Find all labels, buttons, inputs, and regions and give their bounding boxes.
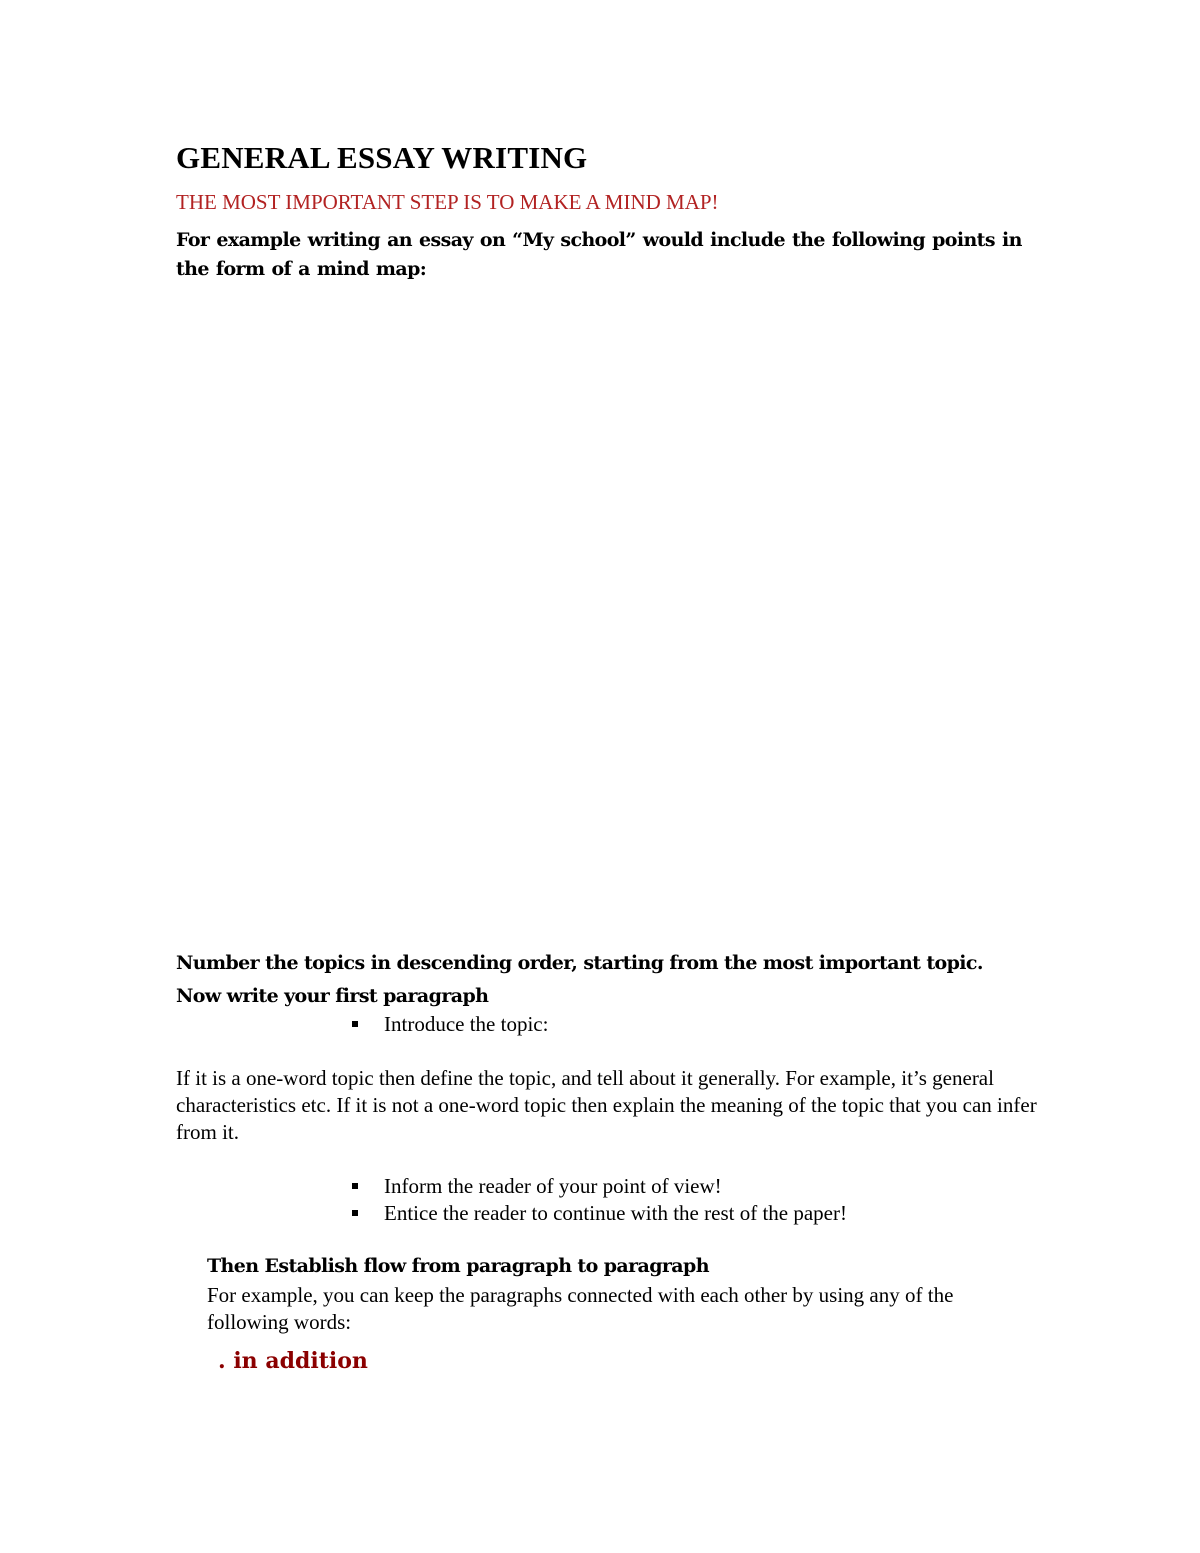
bullet-item-introduce [352,1012,548,1037]
intro-paragraph: For example writing an essay on “My school” would include the following points in the form of a mind map: [176,229,1022,280]
bullet-item-inform [352,1174,722,1199]
document-title: GENERAL ESSAY WRITING [176,140,588,175]
mind-map-subtitle: THE MOST IMPORTANT STEP IS TO MAKE A MIND MAP! [176,190,719,214]
flow-heading: Then Establish flow from paragraph to paragraph [207,1255,709,1277]
flow-paragraph: For example, you can keep the paragraphs connected with each other by using any of the following words: [207,1283,954,1334]
connector-word: . in addition [218,1348,368,1374]
mind-map-placeholder [176,300,1046,940]
bullet-item-label: Introduce the topic: [384,1012,549,1036]
bullet-square-icon [352,1183,358,1189]
bullet-square-icon [352,1210,358,1216]
first-paragraph-heading: Now write your first paragraph [176,985,489,1007]
bullet-item-label: Inform the reader of your point of view! [384,1174,722,1198]
bullet-item-label: Entice the reader to continue with the rest of the paper! [384,1201,847,1225]
bullet-square-icon [352,1021,358,1027]
bullet-item-entice [352,1201,847,1226]
one-word-topic-paragraph: If it is a one-word topic then define the topic, and tell about it generally. For example, it’s general characteristics etc. If it is not a one-word topic then explain the meaning of the topic that you can infer from it. [176,1066,1037,1144]
number-topics-instruction: Number the topics in descending order, starting from the most important topic. [176,952,983,974]
